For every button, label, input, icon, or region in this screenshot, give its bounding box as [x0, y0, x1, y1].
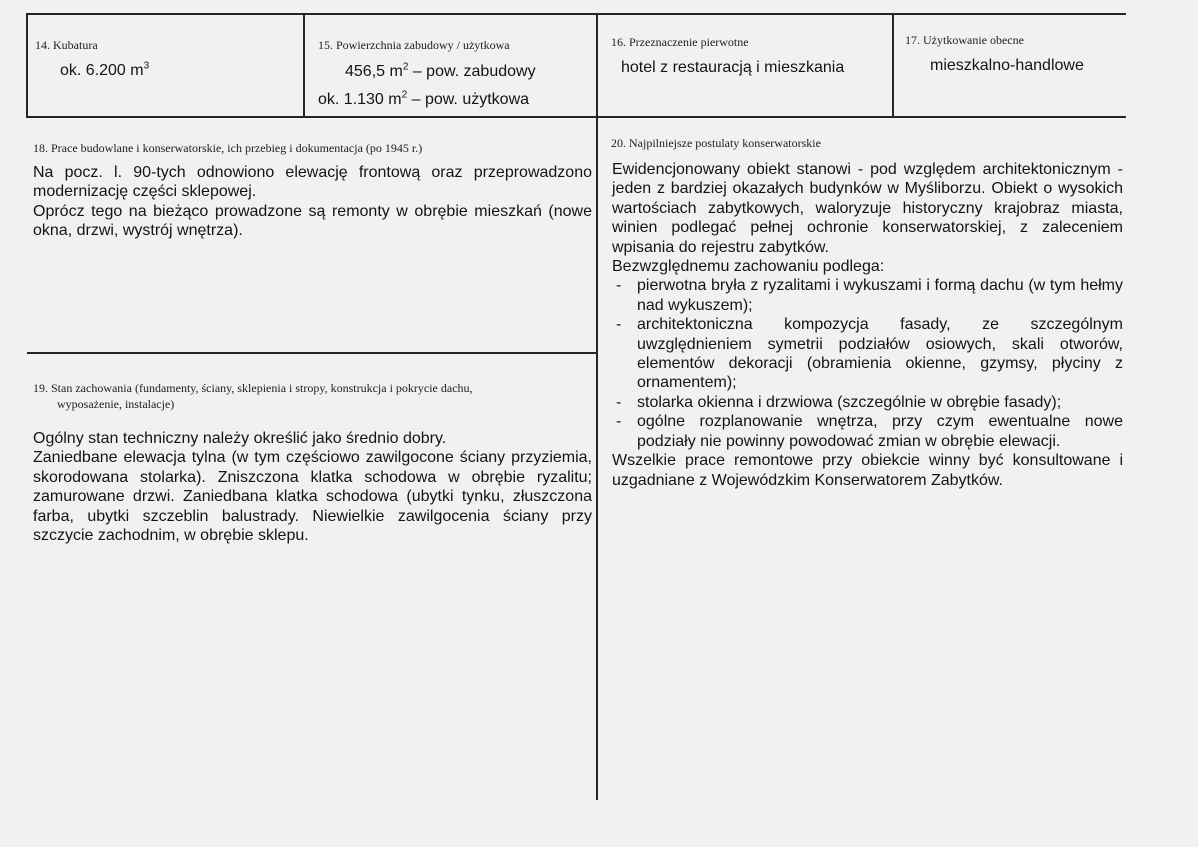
row-divider-1: [27, 116, 1126, 118]
prace-text: [33, 163, 592, 241]
postulaty-closing: Wszelkie prace remontowe przy obiekcie winny być konsultowane i uzgadniane z Wojewódzkim Konserwatorem Zabytków.: [612, 452, 1123, 489]
col-divider-3: [892, 13, 894, 118]
powierzchnia-zabudowy: 456,5 $m^2$ – pow. zabudowy: [345, 61, 536, 80]
postulaty-list-intro: Bezwzględnemu zachowaniu podlega:: [612, 258, 885, 276]
top-border: [27, 13, 1126, 15]
kubatura-label: 14. Kubatura: [35, 38, 98, 52]
kubatura-value: ok. 6.200 $m^3$: [60, 60, 150, 79]
przeznaczenie-label: 16. Przeznaczenie pierwotne: [611, 35, 749, 49]
uzytkowanie-value: mieszkalno-handlowe: [930, 57, 1084, 74]
stan-label: 19. Stan zachowania (fundamenty, ściany, sklepienia i stropy, konstrukcja i pokrycie dachu,: [33, 381, 473, 395]
postulaty-list-item: - architektoniczna kompozycja fasady, ze szczególnym uwzględnieniem symetrii podziałów osiowych, skali otworów, elementów dekoracji (obramienia okienne, gzymsy, płyciny z ornamentem);: [616, 316, 1123, 392]
left-border: [26, 13, 28, 118]
postulaty-list-item: - ogólne rozplanowanie wnętrza, przy czym ewentualne nowe podziały nie powinny powodować zmian w obrębie elewacji.: [616, 413, 1123, 450]
row-divider-2: [27, 352, 597, 354]
col-divider-main: [596, 13, 598, 800]
postulaty-list-item: - stolarka okienna i drzwiowa (szczególnie w obrębie fasady);: [616, 393, 1062, 411]
stan-paragraph: Ogólny stan techniczny należy określić jako średnio dobry.: [33, 430, 447, 447]
postulaty-list-item: - pierwotna bryła z ryzalitami i wykuszami i formą dachu (w tym hełmy nad wykuszem);: [616, 277, 1123, 314]
powierzchnia-label: 15. Powierzchnia zabudowy / użytkowa: [318, 38, 510, 52]
prace-paragraph: Oprócz tego na bieżąco prowadzone są remonty w obrębie mieszkań (nowe okna, drzwi, wystrój wnętrza).: [33, 202, 592, 240]
prace-label: 18. Prace budowlane i konserwatorskie, ich przebieg i dokumentacja (po 1945 r.): [33, 141, 423, 155]
col-divider-1: [303, 13, 305, 118]
stan-text: [33, 429, 592, 545]
postulaty-intro: Ewidencjonowany obiekt stanowi - pod względem architektonicznym - jeden z bardziej okazałych budynków w Myśliborzu. Obiekt o wysokich wartościach zabytkowych, waloryzuje historyczny krajobraz miasta, winien podlegać pełnej ochronie konserwatorskiej, z zaleceniem wpisania do rejestru zabytków.: [612, 161, 1123, 256]
postulaty-text: [612, 160, 1123, 490]
przeznaczenie-value: hotel z restauracją i mieszkania: [621, 59, 845, 76]
uzytkowanie-label: 17. Użytkowanie obecne: [905, 33, 1024, 47]
powierzchnia-uzytkowa: ok. 1.130 $m^2$ – pow. użytkowa: [318, 89, 530, 108]
stan-paragraph: Zaniedbane elewacja tylna (w tym częściowo zawilgocone ściany przyziemia, skorodowana stolarka). Zniszczona klatka schodowa w obrębie ryzalitu; zamurowane drzwi. Zaniedbana klatka schodowa (ubytki tynku, złuszczona farba, ubytki szczeblin balustrady. Niewielkie zawilgocenia ściany przy szczycie zachodnim, w obrębie sklepu.: [33, 449, 592, 545]
postulaty-list: [612, 276, 1123, 451]
stan-label-cont: wyposażenie, instalacje): [57, 397, 175, 411]
prace-paragraph: Na pocz. l. 90-tych odnowiono elewację frontową oraz przeprowadzono modernizację części sklepowej.: [33, 164, 592, 201]
postulaty-label: 20. Najpilniejsze postulaty konserwatorskie: [611, 136, 821, 150]
